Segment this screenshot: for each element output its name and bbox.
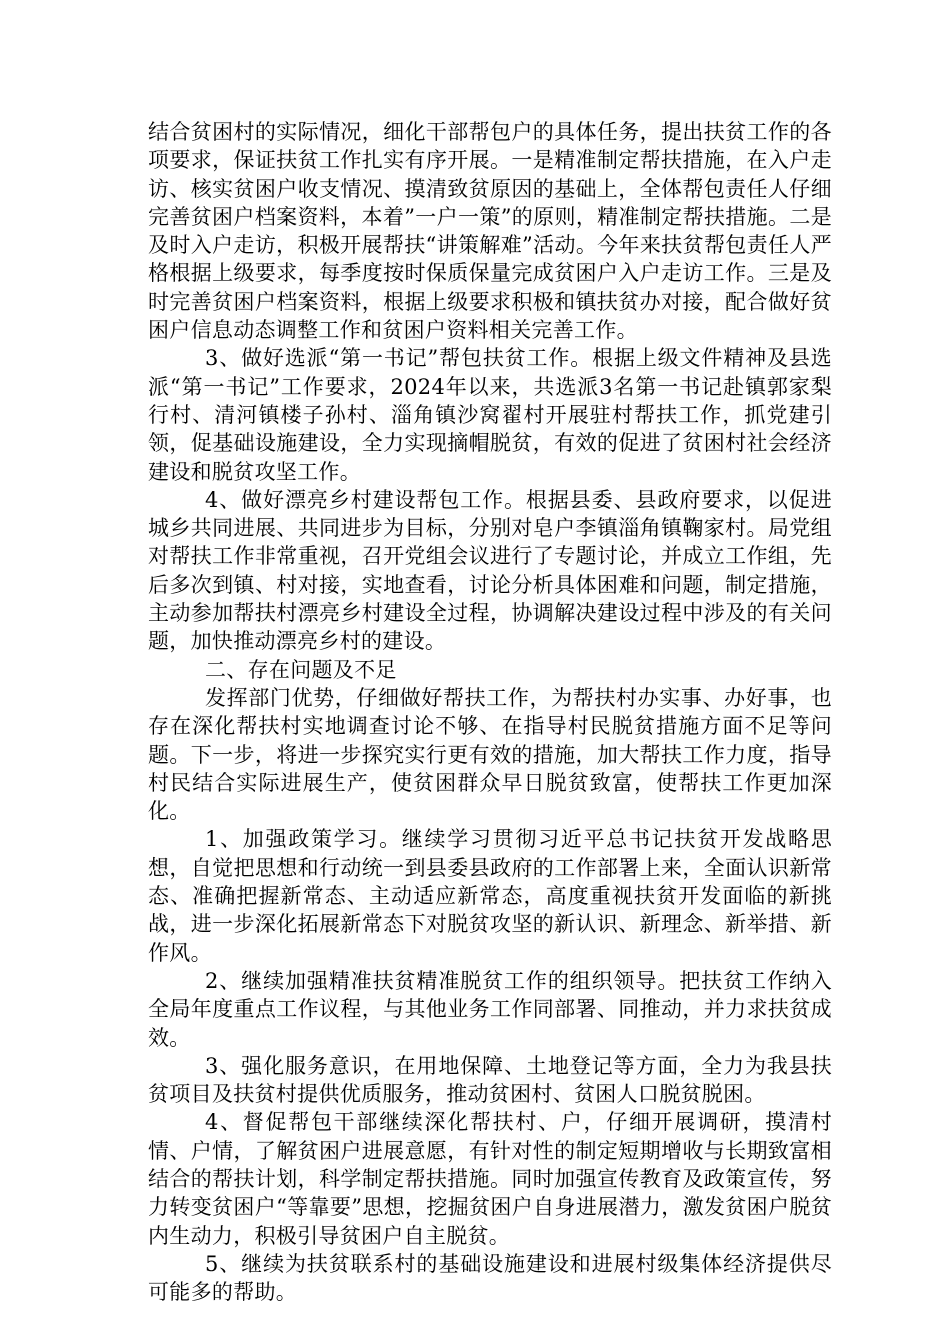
paragraph-measure-3: 3、强化服务意识，在用地保障、土地登记等方面，全力为我县扶贫项目及扶贫村提供优质服务，推动贫困村、贫困人口脱贫脱困。: [148, 1053, 832, 1107]
paragraph-measure-4: 4、督促帮包干部继续深化帮扶村、户，仔细开展调研，摸清村情、户情，了解贫困户进展意愿，有针对性的制定短期增收与长期致富相结合的帮扶计划，科学制定帮扶措施。同时加强宣传教育及政策宣传，努力转变贫困户“等靠要”思想，挖掘贫困户自身进展潜力，激发贫困户脱贫内生动力，积极引导贫困户自主脱贫。: [148, 1110, 832, 1248]
paragraph-measure-5: 5、继续为扶贫联系村的基础设施建设和进展村级集体经济提供尽可能多的帮助。: [148, 1251, 832, 1305]
paragraph-problems: 发挥部门优势，仔细做好帮扶工作，为帮扶村办实事、办好事，也存在深化帮扶村实地调查讨论不够、在指导村民脱贫措施方面不足等问题。下一步，将进一步探究实行更有效的措施，加大帮扶工作力度，指导村民结合实际进展生产，使贫困群众早日脱贫致富，使帮扶工作更加深化。: [148, 685, 832, 824]
document-page: [148, 118, 832, 1306]
paragraph-beautiful-village: 4、做好漂亮乡村建设帮包工作。根据县委、县政府要求，以促进城乡共同进展、共同进步为目标，分别对皂户李镇淄角镇鞠家村。局党组对帮扶工作非常重视，召开党组会议进行了专题讨论，并成立工作组，先后多次到镇、村对接，实地查看，讨论分析具体困难和问题，制定措施，主动参加帮扶村漂亮乡村建设全过程，协调解决建设过程中涉及的有关问题，加快推动漂亮乡村的建设。: [148, 487, 832, 654]
paragraph-first-secretary: 3、做好选派“第一书记”帮包扶贫工作。根据上级文件精神及县选派“第一书记”工作要求，2024年以来，共选派3名第一书记赴镇郭家梨行村、清河镇楼子孙村、淄角镇沙窝翟村开展驻村帮扶工作，抓党建引领，促基础设施建设，全力实现摘帽脱贫，有效的促进了贫困村社会经济建设和脱贫攻坚工作。: [148, 346, 832, 484]
section-heading-problems: 二、存在问题及不足: [205, 657, 397, 682]
paragraph-village-work: 结合贫困村的实际情况，细化干部帮包户的具体任务，提出扶贫工作的各项要求，保证扶贫工作扎实有序开展。一是精准制定帮扶措施，在入户走访、核实贫困户收支情况、摸清致贫原因的基础上，全体帮包责任人仔细完善贫困户档案资料，本着”一户一策”的原则，精准制定帮扶措施。二是及时入户走访，积极开展帮扶“讲策解难”活动。今年来扶贫帮包责任人严格根据上级要求，每季度按时保质保量完成贫困户入户走访工作。三是及时完善贫困户档案资料，根据上级要求积极和镇扶贫办对接，配合做好贫困户信息动态调整工作和贫困户资料相关完善工作。: [148, 120, 832, 343]
paragraph-measure-2: 2、继续加强精准扶贫精准脱贫工作的组织领导。把扶贫工作纳入全局年度重点工作议程，与其他业务工作同部署、同推动，并力求扶贫成效。: [148, 968, 832, 1050]
paragraph-measure-1: 1、加强政策学习。继续学习贯彻习近平总书记扶贫开发战略思想，自觉把思想和行动统一到县委县政府的工作部署上来，全面认识新常态、准确把握新常态、主动适应新常态，高度重视扶贫开发面临的新挑战，进一步深化拓展新常态下对脱贫攻坚的新认识、新理念、新举措、新作风。: [148, 827, 832, 965]
